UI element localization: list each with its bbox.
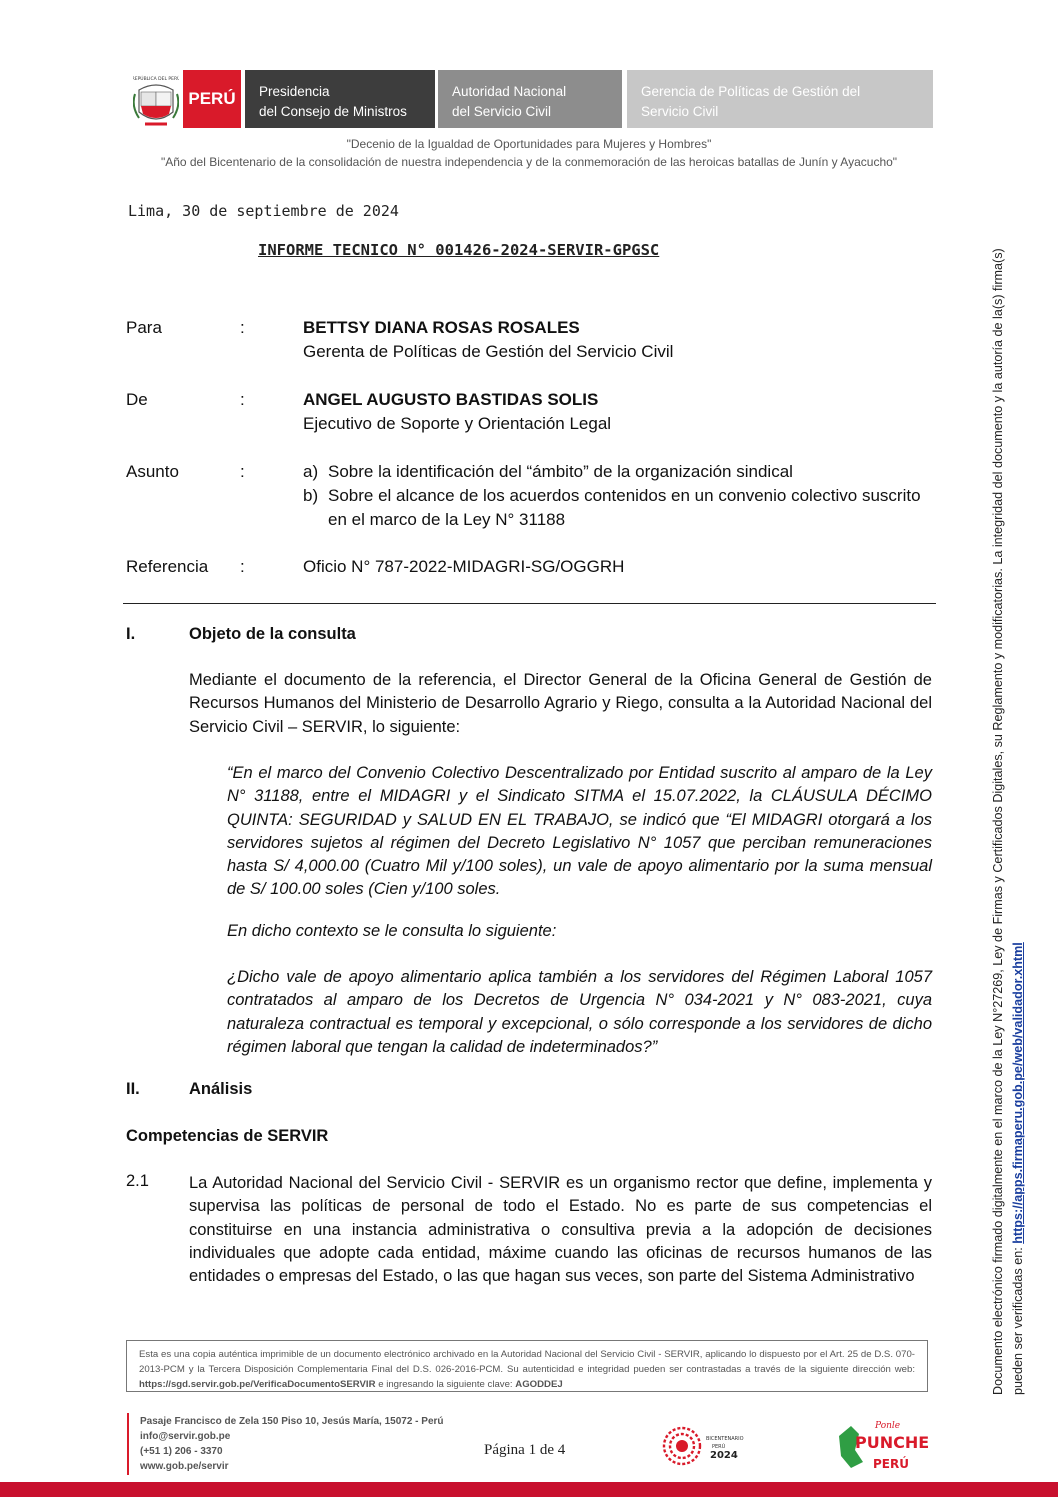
side-note-prefix: pueden ser verificadas en:	[1011, 1243, 1025, 1395]
referencia-value: Oficio N° 787-2022-MIDAGRI-SG/OGGRH	[303, 557, 625, 576]
header-box-pcm-line1: Presidencia	[259, 84, 330, 99]
crest-text: REPÚBLICA DEL PERÚ	[133, 77, 179, 82]
peru-brand-label: PERÚ	[183, 70, 241, 128]
bicentenario-logo	[660, 1424, 760, 1468]
referencia-colon: :	[240, 557, 245, 576]
header-box-servir-line1: Autoridad Nacional	[452, 84, 567, 99]
year-slogan: "Año del Bicentenario de la consolidación de nuestra independencia y de la conmemoración de las heroicas batallas de Junín y Ayacucho"	[160, 155, 898, 169]
punche-logo-bottom: PERÚ	[873, 1457, 909, 1471]
header-box-gerencia	[627, 70, 933, 128]
header-box-gerencia-line1: Gerencia de Políticas de Gestión del	[641, 84, 861, 99]
section2-title: Análisis	[189, 1080, 253, 1098]
header-box-pcm	[245, 70, 435, 128]
document-date: Lima, 30 de septiembre de 2024	[128, 202, 399, 220]
paragraph-2-1-text: La Autoridad Nacional del Servicio Civil - SERVIR es un organismo rector que define, implementa y supervisa las políticas de personal de todo el Estado. No es parte de sus competencias el constituirse en una instancia administrativa o consultiva previa a la adopción de decisiones individuales que adopte cada entidad, máxime cuando las oficinas de recursos humanos de las entidades o empresas del Estado, o las que hagan sus veces, son parte del Sistema Administrativo	[189, 1174, 932, 1286]
section1-number: I.	[126, 625, 136, 643]
asunto-b-line1: Sobre el alcance de los acuerdos contenidos en un convenio colectivo suscrito	[328, 486, 921, 505]
validator-link[interactable]: https://apps.firmaperu.gob.pe/web/validador.xhtml	[1011, 942, 1025, 1244]
digital-signature-note	[988, 195, 1032, 1395]
asunto-a-text: Sobre la identificación del “ámbito” de la organización sindical	[328, 462, 793, 481]
referencia-label: Referencia	[126, 557, 209, 576]
footer-accent-line	[127, 1413, 129, 1475]
quote-paragraph-3: ¿Dicho vale de apoyo alimentario aplica también a los servidores del Régimen Laboral 1057 contratados al amparo de los Decretos de Urgencia N° 034-2021 y N° 083-2021, cuya naturaleza contractual es temporal y excepcional, o sólo corresponde a los servidores de dicho régimen laboral que tengan la calidad de indeterminados?”	[227, 968, 932, 1056]
ponle-punche-peru-logo	[833, 1416, 931, 1474]
notice-key: AGODDEJ	[515, 1379, 563, 1390]
notice-text: Esta es una copia auténtica imprimible de un documento electrónico archivado en la Autoridad Nacional del Servicio Civil - SERVIR, aplicando lo dispuesto por el Art. 25 de D.S. 070-2013-PCM y la Tercera Disposición Complementaria Final del D.S. 026-2016-PCM. Su autenticidad e integridad pueden ser contrastadas a través de la siguiente dirección web:	[139, 1349, 915, 1375]
para-label: Para	[126, 318, 162, 337]
contact-block	[140, 1414, 444, 1474]
asunto-a-marker: a)	[303, 462, 319, 481]
asunto-b-line2: en el marco de la Ley N° 31188	[328, 510, 566, 529]
bicentenario-logo-line2: PERÚ	[712, 1444, 726, 1450]
report-title: INFORME TECNICO N° 001426-2024-SERVIR-GPGSC	[258, 241, 660, 259]
subheading-competencias: Competencias de SERVIR	[126, 1127, 329, 1145]
side-note-line2	[1008, 195, 1028, 1395]
address: Pasaje Francisco de Zela 150 Piso 10, Jesús María, 15072 - Perú	[140, 1416, 444, 1427]
header-box-servir	[438, 70, 622, 128]
asunto-colon: :	[240, 462, 245, 481]
header-box-servir-line2: del Servicio Civil	[452, 104, 552, 119]
punche-logo-top: Ponle	[875, 1421, 901, 1431]
section2-number: II.	[126, 1080, 140, 1098]
website[interactable]: www.gob.pe/servir	[140, 1461, 229, 1472]
email[interactable]: info@servir.gob.pe	[140, 1431, 231, 1442]
divider	[123, 603, 936, 604]
de-colon: :	[240, 390, 245, 409]
phone: (+51 1) 206 - 3370	[140, 1446, 223, 1457]
bicentenario-year: 2024	[710, 1450, 738, 1461]
quote-paragraph-2: En dicho contexto se le consulta lo siguiente:	[227, 922, 557, 940]
paragraph-2-1-number: 2.1	[126, 1172, 149, 1190]
asunto-label: Asunto	[126, 462, 179, 481]
de-label: De	[126, 390, 148, 409]
side-note-line1: Documento electrónico firmado digitalmente en el marco de la Ley N°27269, Ley de Firmas y Certificados Digitales, su Reglamento y modificatorias. La integridad del documento y la autoría de la(s) firma(s)	[991, 248, 1005, 1395]
header-box-gerencia-line2: Servicio Civil	[641, 104, 719, 119]
header-box-pcm-line2: del Consejo de Ministros	[259, 104, 407, 119]
asunto-b-marker: b)	[303, 486, 319, 505]
authenticity-notice	[126, 1340, 928, 1392]
para-name: BETTSY DIANA ROSAS ROSALES	[303, 318, 580, 337]
section1-title: Objeto de la consulta	[189, 625, 356, 643]
notice-mid: e ingresando la siguiente clave:	[375, 1379, 516, 1390]
page-number: Página 1 de 4	[484, 1442, 566, 1458]
coat-of-arms-icon	[133, 72, 179, 130]
de-role: Ejecutivo de Soporte y Orientación Legal	[303, 414, 612, 433]
footer-red-bar	[0, 1482, 1058, 1497]
decenio-slogan: "Decenio de la Igualdad de Oportunidades para Mujeres y Hombres"	[346, 137, 712, 151]
para-colon: :	[240, 318, 245, 337]
notice-url[interactable]: https://sgd.servir.gob.pe/VerificaDocumentoSERVIR	[139, 1379, 376, 1390]
para-role: Gerenta de Políticas de Gestión del Servicio Civil	[303, 342, 674, 361]
punche-logo-main: PUNCHE	[855, 1433, 930, 1452]
bicentenario-logo-line1: BICENTENARIO	[706, 1436, 744, 1442]
section1-paragraph: Mediante el documento de la referencia, el Director General de la Oficina General de Gestión de Recursos Humanos del Ministerio de Desarrollo Agrario y Riego, consulta a la Autoridad Nacional del Servicio Civil – SERVIR, lo siguiente:	[189, 671, 932, 736]
de-name: ANGEL AUGUSTO BASTIDAS SOLIS	[303, 390, 599, 409]
quote-paragraph-1: “En el marco del Convenio Colectivo Descentralizado por Entidad suscrito al amparo de la Ley N° 31188, entre el MIDAGRI y el Sindicato SITMA el 15.07.2022, la CLÁUSULA DÉCIMO QUINTA: SEGURIDAD y SALUD EN EL TRABAJO, se indicó que “El MIDAGRI otorgará a los servidores sujetos al régimen del Decreto Legislativo N° 1057 que perciban remuneraciones hasta S/ 4,000.00 (Cuatro Mil y/100 soles), un vale de apoyo alimentario por la suma mensual de S/ 100.00 soles (Cien y/100 soles.	[227, 764, 932, 899]
